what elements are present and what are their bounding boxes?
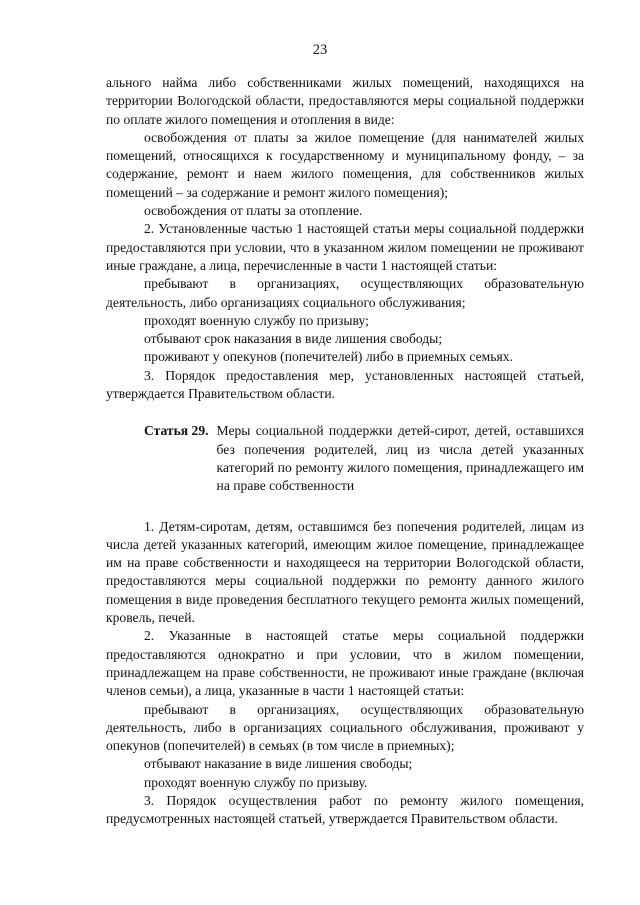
article-heading — [106, 422, 584, 495]
article-label: Статья 29. — [144, 423, 209, 439]
paragraph: отбывают срок наказания в виде лишения свободы; — [144, 331, 443, 347]
page-number: 23 — [312, 42, 328, 58]
paragraph: 2. Установленные частью 1 настоящей статьи меры социальной поддержки предоставляются при условии, что в указанном жилом помещении не проживают иные граждане, а лица, перечисленные в части 1 настоящей статьи: — [106, 221, 584, 273]
paragraph: ального найма либо собственниками жилых помещений, находящихся на территории Вологодской области, предоставляются меры социальной поддержки по оплате жилого помещения и отопления в виде: — [106, 75, 584, 127]
article-title: Меры социальной поддержки детей-сирот, детей, оставшихся без попечения родителей, лиц из числа детей указанных категорий по ремонту жилого помещения, принадлежащего им на праве собственности — [216, 423, 584, 494]
paragraph: освобождения от платы за жилое помещение (для нанимателей жилых помещений, относящихся к государственному и муниципальному фонду, – за содержание, ремонт и наем жилого помещения, для собственников жилых помещений – за содержание и ремонт жилого помещения); — [106, 129, 584, 200]
paragraph: 2. Указанные в настоящей статье меры социальной поддержки предоставляются однократно и при условии, что в жилом помещении, принадлежащем на праве собственности, не проживают иные граждане (включая членов семьи), а лица, указанные в части 1 настоящей статьи: — [106, 628, 584, 699]
document-body — [106, 74, 584, 829]
paragraph: освобождения от платы за отопление. — [144, 203, 363, 219]
paragraph: отбывают наказание в виде лишения свободы; — [144, 756, 413, 772]
paragraph: проходят военную службу по призыву. — [144, 774, 368, 790]
paragraph: 1. Детям-сиротам, детям, оставшимся без попечения родителей, лицам из числа детей указанных категорий, имеющим жилое помещение, принадлежащее им на праве собственности и находящееся на территории Вологодской области, предоставляются меры социальной поддержки по ремонту данного жилого помещения в виде проведения бесплатного текущего ремонта жилых помещений, кровель, печей. — [106, 518, 584, 626]
paragraph: пребывают в организациях, осуществляющих образовательную деятельность, либо в организациях социального обслуживания, проживают у опекунов (попечителей) в семьях (в том числе в приемных); — [106, 701, 584, 754]
paragraph: 3. Порядок предоставления мер, установленных настоящей статьей, утверждается Правительством области. — [106, 367, 584, 402]
paragraph: проживают у опекунов (попечителей) либо в приемных семьях. — [144, 349, 513, 365]
paragraph: проходят военную службу по призыву; — [144, 312, 369, 328]
paragraph: 3. Порядок осуществления работ по ремонту жилого помещения, предусмотренных настоящей статьей, утверждается Правительством области. — [106, 792, 584, 827]
paragraph: пребывают в организациях, осуществляющих образовательную деятельность, либо организациях социального обслуживания; — [106, 276, 584, 310]
